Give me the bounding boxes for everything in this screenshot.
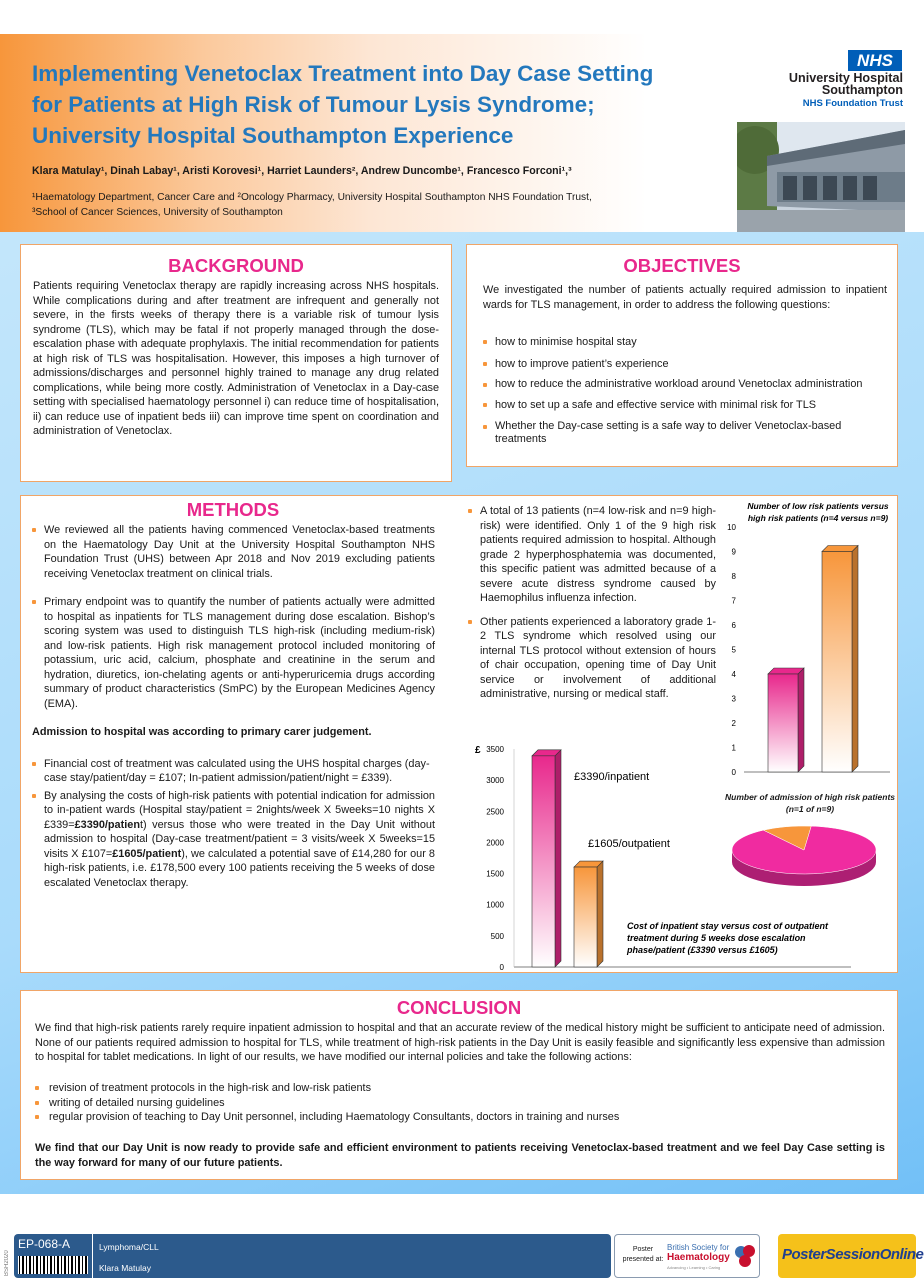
methods-admission-note: Admission to hospital was according to primary carer judgement. <box>32 726 372 738</box>
presented-line-2: presented at: <box>622 1256 664 1263</box>
results-item: Other patients experienced a laboratory grade 1-2 TLS syndrome which resolved using our internal TLS protocol without extension of hours of chair occupation, opening time of Day Unit service or involvement of additional administrative, nursing or medical staff. <box>468 615 716 702</box>
bsh-name-line-2: Haematology <box>667 1252 730 1263</box>
results-item: A total of 13 patients (n=4 low-risk and n=9 high-risk) were identified. Only 1 of the 9 high risk patients required admission to hospital. Although grade 2 hyperphosphatemia was documented, this specific patient was admitted because of a severe acute distress syndrome caused by Haemophilus influenza infection. <box>468 504 716 606</box>
pso-text: PosterSessionOnline <box>782 1246 924 1263</box>
footer-code-box <box>14 1234 92 1278</box>
chart1-bar-low-risk-top <box>768 668 804 674</box>
objective-item: how to minimise hospital stay <box>483 335 873 350</box>
poster-title-line-2: for Patients at High Risk of Tumour Lysis Syndrome; <box>32 92 595 117</box>
chart1-bar-high-risk-side <box>852 546 858 773</box>
chart3-y-tick-label: 2500 <box>486 807 504 817</box>
logo-line-2: Southampton <box>821 83 903 97</box>
poster-title-line-1: Implementing Venetoclax Treatment into Day Case Setting <box>32 61 654 86</box>
cost-bar-chart <box>466 740 856 972</box>
objective-item: Whether the Day-case setting is a safe way to deliver Venetoclax-based treatments <box>483 420 873 446</box>
authors: Klara Matulay¹, Dinah Labay¹, Aristi Korovesi¹, Harriet Launders², Andrew Duncombe¹, Francesco Forconi¹,³ <box>32 165 572 177</box>
presented-at <box>619 1245 667 1265</box>
chart1-bar-high-risk <box>822 552 852 773</box>
conclusion-final: We find that our Day Unit is now ready to provide safe and efficient environment to patients receiving Venetoclax-based treatment and we feel Day Case setting is the way forward for many of our future patients. <box>35 1142 885 1169</box>
methods-item <box>32 789 435 891</box>
objectives-list <box>483 335 873 446</box>
conclusion-text: We find that high-risk patients rarely require inpatient admission to hospital and that an accurate review of the medical history might be sufficient to anticipate need of admission. None of our patients required admission to hospital for TLS, while treatment of high-risk patients in the Day Unit is easily feasible and significantly less expensive than admission to hospital for tablet medications. In light of our results, we have modified our internal policies and take the following actions: <box>35 1022 885 1063</box>
risk-groups-bar-chart <box>706 500 896 780</box>
chart3-bar-outpatient-side <box>597 861 603 967</box>
chart3-bar-inpatient <box>532 756 555 967</box>
chart1-bar-high-risk-top <box>822 546 858 552</box>
chart1-title-line-2: high risk patients (n=4 versus n=9) <box>747 513 889 523</box>
methods-heading: METHODS <box>186 499 280 520</box>
chart1-y-tick-label: 5 <box>731 645 736 655</box>
methods-item: Financial cost of treatment was calculated using the UHS hospital charges (day-case stay/patient/day = £107; In-patient admission/patient/night = £339). <box>32 757 435 786</box>
conclusion-item: revision of treatment protocols in the high-risk and low-risk patients <box>35 1081 885 1096</box>
chart3-y-tick-label: 0 <box>499 963 504 972</box>
conclusion-list <box>35 1081 885 1125</box>
methods-outpatient-cost: £1605/patient <box>112 847 182 860</box>
chart1-y-tick-label: 7 <box>731 596 736 606</box>
chart3-data-label: £3390/inpatient <box>574 770 650 783</box>
chart3-data-label: £1605/outpatient <box>588 838 670 851</box>
background-panel <box>20 244 452 482</box>
chart1-y-tick-label: 0 <box>731 768 736 777</box>
methods-cost-text: By analysing the costs of high-risk patients with potential indication for admission to in-patient wards (Hospital stay/patient = 2nights/week X 5weeks=10 nights X £339= <box>44 789 435 831</box>
methods-cost-text: t) versus those who were treated in the Day Unit without admission to hospital (Day-case treatment/patient = 3 visits/week X 5weeks=15 visits X £107= <box>44 818 435 860</box>
footer-code: EP-068-A <box>18 1237 71 1251</box>
conclusion-item: writing of detailed nursing guidelines <box>35 1096 885 1111</box>
affiliation-line-2: ³School of Cancer Sciences, University of Southampton <box>32 207 283 218</box>
chart1-y-tick-label: 4 <box>731 670 736 679</box>
poster-session-online-logo <box>778 1234 924 1278</box>
background-text: Patients requiring Venetoclax therapy are rapidly increasing across NHS hospitals. While complications during and after treatment are infrequent and generally not severe, in the firsts weeks of therapy there is a variable risk of tumour lysis syndrome (TLS), which may be fatal if not properly managed through the dose-escalation phase with adequate prophylaxis. The initial recommendation for patients at high risk of TLS was hospitalisation. However, this imposes a high turnover of admissions/discharges and personnel highly trained to manage any drug related complications, while being more costly. Administration of Venetoclax in a Day-case setting with specialised haematology personnel i) can reduce time of hospitalisation, ii) can reduce use of inpatient beds iii) can improve time spent on coordination and administration of Venetoclax. <box>33 280 439 437</box>
chart3-y-tick-label: 3000 <box>486 776 504 786</box>
chart3-y-tick-label: 2000 <box>486 838 504 848</box>
chart3-bar-inpatient-side <box>555 750 561 967</box>
objective-item: how to reduce the administrative workload around Venetoclax administration <box>483 378 873 391</box>
chart3-ylabel: £ <box>475 745 481 756</box>
bsh-tagline: Advancing • Learning • Caring <box>667 1265 721 1270</box>
chart2-title: Number of admission of high risk patients (n=1 of n=9) <box>724 792 896 814</box>
logo-line-1: University Hospital <box>788 71 903 85</box>
chart3-y-tick-label: 1500 <box>486 869 504 879</box>
poster-title-line-3: University Hospital Southampton Experience <box>32 123 514 148</box>
methods-item: Primary endpoint was to quantify the number of patients actually were admitted to hospital as inpatients for TLS management during dose escalation. Bishop’s scoring system was used to distinguish TLS high-risk (including medium-risk) and low-risk patients. High risk management protocol included monitoring of potassium, uric acid, calcium, phosphate and creatinine in the serum and hydration, diuretics, ion-chelating agents or anti-hyperuricemia drugs according summary of product characteristics (SmPC) by the European Medicines Agency (EMA). <box>32 595 435 711</box>
footer <box>0 1232 924 1280</box>
chart3-y-tick-label: 3500 <box>486 745 504 754</box>
methods-inpatient-cost: £3390/patien <box>74 818 140 831</box>
chart3-y-tick-label: 1000 <box>486 900 504 910</box>
chart3-y-tick-label: 500 <box>490 931 504 941</box>
conclusion-panel <box>20 990 898 1180</box>
results-text <box>468 504 716 702</box>
methods-cost-text: ), we calculated a potential save of £14,280 for our 8 high-risk patients, i.e. £178,500 every 100 patients receiving the 5 weeks of dose escalated Venetoclax therapy. <box>44 847 435 889</box>
footer-author: Klara Matulay <box>99 1263 151 1273</box>
bsh-emblem-icon <box>733 1243 757 1269</box>
methods-text <box>32 523 435 890</box>
chart3-title-line-3: phase/patient (£3390 versus £1605) <box>627 945 778 955</box>
objectives-heading: OBJECTIVES <box>623 255 741 276</box>
bsh-logo-box <box>614 1234 760 1278</box>
footer-info-bar <box>93 1234 611 1278</box>
objective-item: how to set up a safe and effective service with minimal risk for TLS <box>483 398 873 413</box>
conclusion-heading: CONCLUSION <box>396 997 522 1018</box>
presented-line-1: Poster <box>632 1246 654 1253</box>
footer-category: Lymphoma/CLL <box>99 1242 159 1252</box>
chart1-y-tick-label: 2 <box>731 719 736 728</box>
logo-line-3: NHS Foundation Trust <box>802 98 903 109</box>
objective-item: how to improve patient’s experience <box>483 357 873 372</box>
objectives-panel <box>466 244 898 467</box>
chart1-y-tick-label: 3 <box>731 694 736 704</box>
chart1-y-tick-label: 10 <box>727 523 736 532</box>
affiliation-line-1: ¹Haematology Department, Cancer Care and ²Oncology Pharmacy, University Hospital Southampton NHS Foundation Trust, <box>32 192 592 203</box>
objectives-intro: We investigated the number of patients actually required admission to inpatient wards for TLS management, in order to address the following questions: <box>483 284 887 311</box>
chart1-title-line-1: Number of low risk patients versus <box>747 501 889 511</box>
footer-side-code: BSH2020 <box>4 1250 10 1276</box>
conclusion-item: regular provision of teaching to Day Unit personnel, including Haematology Consultants, doctors in training and nurses <box>35 1110 885 1125</box>
background-heading: BACKGROUND <box>168 255 304 276</box>
methods-item: We reviewed all the patients having commenced Venetoclax-based treatments on the Haematology Day Unit at the University Hospital Southampton NHS Foundation Trust (UHS) between Apr 2018 and Nov 2019 excluding patients receiving Venetoclax treatment on clinical trials. <box>32 523 435 581</box>
barcode <box>18 1256 88 1274</box>
bsh-name-line-1: British Society for <box>667 1243 730 1252</box>
chart1-y-tick-label: 9 <box>731 547 736 557</box>
chart3-bar-outpatient <box>574 867 597 967</box>
chart3-title-line-2: treatment during 5 weeks dose escalation <box>627 933 806 943</box>
chart1-y-tick-label: 1 <box>731 743 736 753</box>
chart1-y-tick-label: 8 <box>731 572 736 581</box>
chart1-y-tick-label: 6 <box>731 621 736 630</box>
hospital-building-photo <box>737 122 905 232</box>
chart3-title-line-1: Cost of inpatient stay versus cost of outpatient <box>627 921 829 931</box>
nhs-logo: NHS <box>848 50 902 71</box>
